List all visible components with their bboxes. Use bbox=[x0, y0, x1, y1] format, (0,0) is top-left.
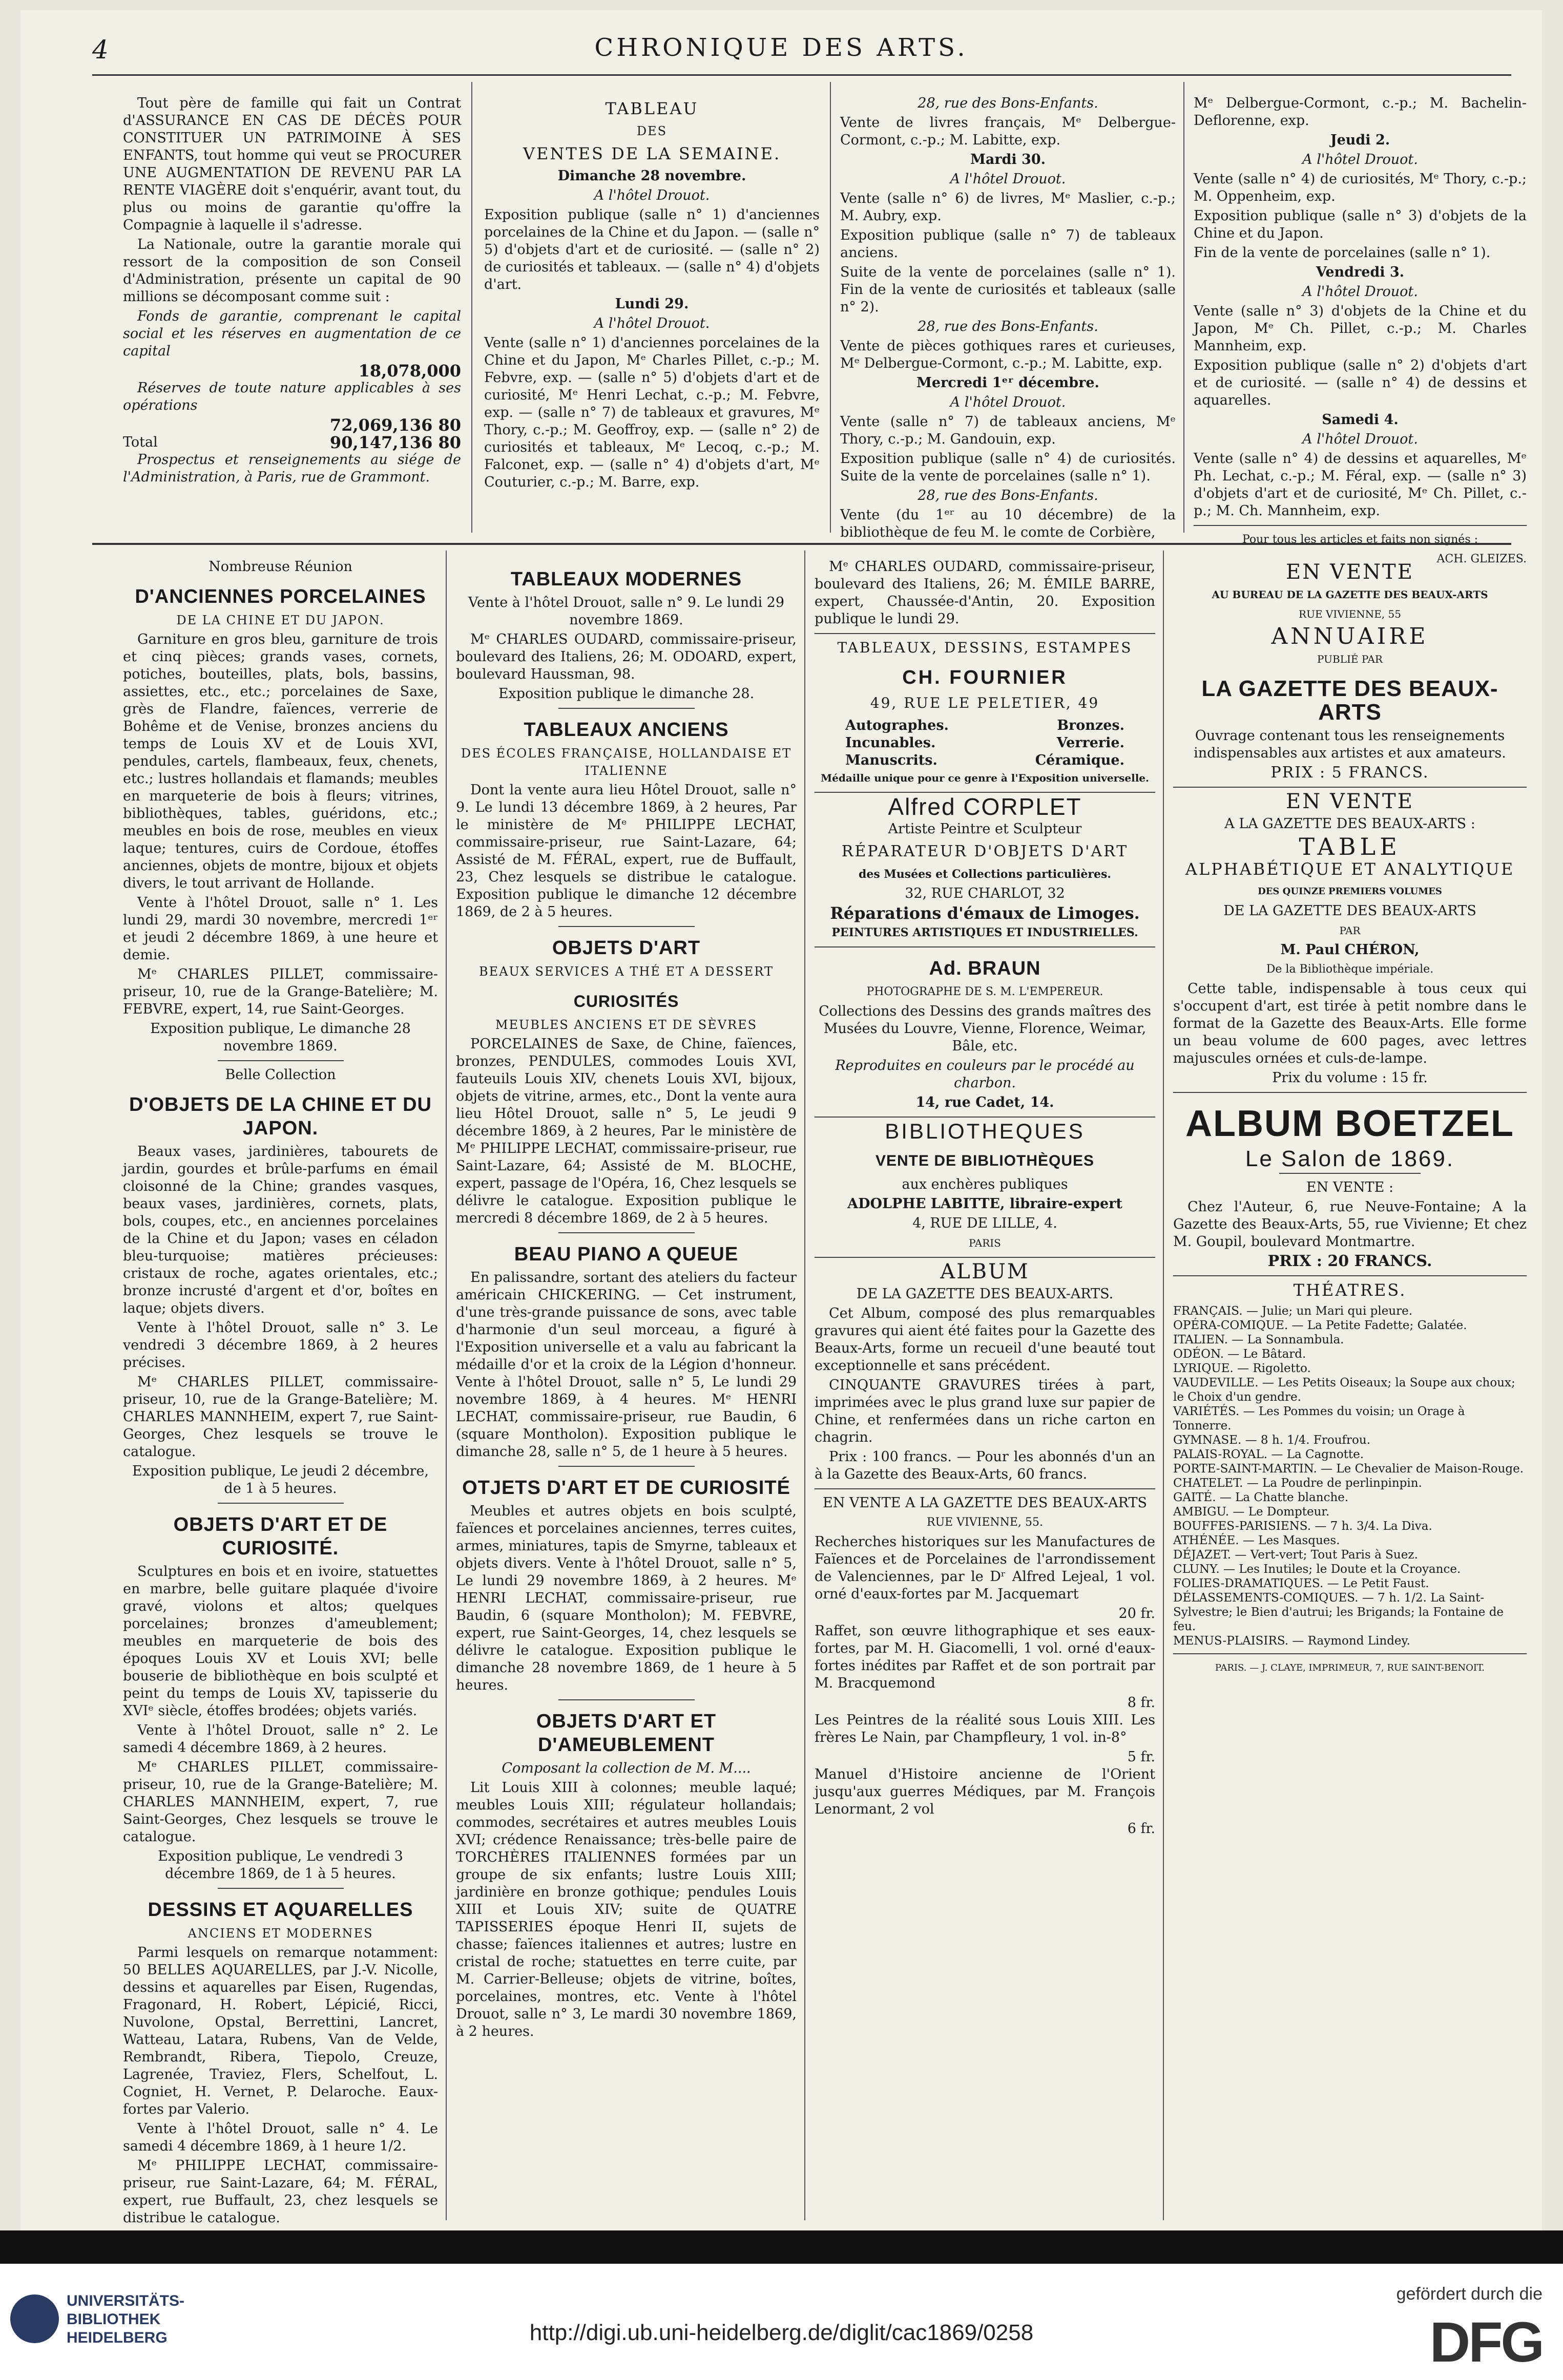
ad-title: CURIOSITÉS bbox=[573, 992, 679, 1010]
divider bbox=[218, 1060, 344, 1061]
ad-subtitle: DE LA CHINE ET DU JAPON. bbox=[176, 613, 385, 627]
divider bbox=[1173, 1275, 1527, 1276]
divider bbox=[815, 633, 1155, 634]
corplet-text: Réparations d'émaux de Limoges. bbox=[830, 903, 1140, 923]
ads-column-3 bbox=[815, 558, 1155, 2218]
table-text: DES QUINZE PREMIERS VOLUMES bbox=[1258, 886, 1442, 897]
ad-subtitle: Composant la collection de M. M.... bbox=[502, 1760, 751, 1776]
book-price-row bbox=[815, 1749, 1155, 1766]
weekly-sales-table bbox=[484, 95, 820, 530]
ad-body: Exposition publique, Le jeudi 2 décembre, de 1 à 5 heures. bbox=[132, 1463, 429, 1497]
prospectus-text: Prospectus et renseignements au siége de l'Administration, à Paris, rue de Grammont. bbox=[123, 452, 461, 485]
table-kicker: EN VENTE bbox=[1286, 790, 1414, 813]
braun-name: Ad. BRAUN bbox=[929, 958, 1041, 979]
corplet-text: Artiste Peintre et Sculpteur bbox=[888, 821, 1082, 837]
fournier-item: Autographes. bbox=[845, 718, 949, 733]
sales-day: Samedi 4. bbox=[1322, 412, 1399, 428]
sales-text: Suite de la vente de porcelaines (salle n° 1). Fin de la vente de curiosités et tableaux (salle n° 2). bbox=[840, 264, 1176, 315]
theatre-entry: ATHÉNÉE. — Les Masques. bbox=[1173, 1534, 1340, 1547]
braun-address: 14, rue Cadet, 14. bbox=[915, 1094, 1054, 1110]
sales-day-1: Dimanche 28 novembre. bbox=[557, 168, 746, 184]
total-value: 90,147,136 80 bbox=[329, 433, 461, 452]
sales-place: A l'hôtel Drouot. bbox=[1302, 152, 1418, 167]
sales-day: Jeudi 2. bbox=[1330, 132, 1390, 148]
annuaire-text: Ouvrage contenant tous les renseignements indispensables aux artistes et aux amateurs. bbox=[1194, 728, 1506, 761]
ad-title: OBJETS D'ART bbox=[552, 937, 701, 959]
column-divider bbox=[1163, 551, 1164, 2220]
ad-body: Sculptures en bois et en ivoire, statuettes en marbre, belle guitare plaquée d'ivoire gravé, violons et altos; quelques porcelaines; bronzes d'ameublement; meubles en marqueterie de bois des époques Louis XV et Louis XVI; belle bouserie de bibliothèque en bois sculpté et peint du temps de Louis XV, tapisserie du XVIᵉ siècle, étoffes brodées; objets variés. bbox=[123, 1564, 438, 1719]
ads-column-1 bbox=[123, 558, 438, 2226]
sales-text: Vente (salle n° 3) d'objets de la Chine et du Japon, Mᵉ Ch. Pillet, c.-p.; M. Charles Mannheim, exp. bbox=[1194, 303, 1527, 354]
theatre-entry: VAUDEVILLE. — Les Petits Oiseaux; la Soupe aux choux; le Choix d'un gendre. bbox=[1173, 1376, 1515, 1404]
weekly-sales-cont bbox=[840, 95, 1176, 540]
fonds-row bbox=[123, 362, 461, 380]
dfg-logo: DFG bbox=[1429, 2311, 1543, 2374]
column-divider bbox=[804, 551, 805, 2220]
header-rule bbox=[92, 74, 1511, 76]
source-url[interactable]: http://digi.ub.uni-heidelberg.de/diglit/cac1869/0258 bbox=[529, 2320, 1034, 2345]
sales-text: Vente (salle n° 6) de livres, Mᵉ Maslier, c.-p.; M. Aubry, exp. bbox=[840, 191, 1176, 224]
ad-subtitle: ANCIENS ET MODERNES bbox=[187, 1926, 373, 1941]
sales-title-1: TABLEAU bbox=[605, 99, 699, 118]
sales-text: Exposition publique (salle n° 7) de tableaux anciens. bbox=[840, 227, 1176, 261]
fournier-item: Verrerie. bbox=[1056, 735, 1124, 751]
ad-subtitle: DES ÉCOLES FRANÇAISE, HOLLANDAISE ET ITALIENNE bbox=[461, 746, 792, 778]
divider bbox=[218, 1888, 344, 1889]
theatre-entry: CLUNY. — Les Inutiles; le Doute et la Croyance. bbox=[1173, 1563, 1461, 1576]
digitization-footer bbox=[0, 2264, 1563, 2380]
sales-place: A l'hôtel Drouot. bbox=[950, 394, 1066, 410]
sales-day: Mercredi 1ᵉʳ décembre. bbox=[916, 375, 1099, 391]
annuaire-kicker: EN VENTE bbox=[1286, 560, 1414, 584]
divider bbox=[558, 926, 695, 927]
theatre-entry: FRANÇAIS. — Julie; un Mari qui pleure. bbox=[1173, 1304, 1413, 1318]
table-price: Prix du volume : 15 fr. bbox=[1272, 1070, 1428, 1086]
sales-text: Fin de la vente de porcelaines (salle n° 1). bbox=[1194, 245, 1491, 261]
signature: ACH. GLEIZES. bbox=[1436, 553, 1527, 565]
ad-body: Vente à l'hôtel Drouot, salle n° 9. Le lundi 29 novembre 1869. bbox=[468, 595, 785, 628]
insurance-notice bbox=[123, 95, 461, 530]
corplet-address: 32, RUE CHARLOT, 32 bbox=[905, 886, 1065, 901]
theatre-entry: FOLIES-DRAMATIQUES. — Le Petit Faust. bbox=[1173, 1577, 1429, 1590]
column-divider bbox=[830, 82, 831, 533]
ad-body: Mᵉ CHARLES PILLET, commissaire-priseur, 10, rue de la Grange-Batelière; M. CHARLES MANNHEIM, expert 7, rue Saint-Georges, Chez lesquels se trouve le catalogue. bbox=[123, 1374, 438, 1460]
annuaire-address: RUE VIVIENNE, 55 bbox=[1299, 608, 1401, 620]
sales-text: 28, rue des Bons-Enfants. bbox=[918, 319, 1098, 334]
gazette-sale-address: RUE VIVIENNE, 55. bbox=[927, 1516, 1043, 1529]
annuaire-publisher: LA GAZETTE DES BEAUX-ARTS bbox=[1201, 676, 1498, 725]
sales-text: Exposition publique (salle n° 2) d'objets d'art et de curiosité. — (salle n° 4) de dessins et aquarelles. bbox=[1194, 357, 1527, 408]
boetzel-text: EN VENTE : bbox=[1306, 1180, 1394, 1195]
theatre-entry: GAITÉ. — La Chatte blanche. bbox=[1173, 1491, 1349, 1504]
page-header: CHRONIQUE DES ARTS. bbox=[594, 33, 968, 62]
table-author: M. Paul CHÉRON, bbox=[1280, 942, 1420, 958]
fonds-value: 18,078,000 bbox=[358, 361, 461, 381]
table-text: PAR bbox=[1339, 924, 1361, 937]
book-entry: Les Peintres de la réalité sous Louis XIII. Les frères Le Nain, par Champfleury, 1 vol. in-8° bbox=[815, 1712, 1155, 1745]
sales-day: Vendredi 3. bbox=[1316, 264, 1405, 280]
table-text: A LA GAZETTE DES BEAUX-ARTS : bbox=[1224, 816, 1475, 832]
ad-body: Mᵉ CHARLES OUDARD, commissaire-priseur, boulevard des Italiens, 26; M. ÉMILE BARRE, expert, Chaussée-d'Antin, 20. Exposition publique le lundi 29. bbox=[815, 559, 1155, 627]
theatre-entry: VARIÉTÉS. — Les Pommes du voisin; un Orage à Tonnerre. bbox=[1173, 1405, 1465, 1433]
sales-place: A l'hôtel Drouot. bbox=[1302, 431, 1418, 447]
theatre-entry: GYMNASE. — 8 h. 1/4. Froufrou. bbox=[1173, 1434, 1371, 1447]
table-subtitle: ALPHABÉTIQUE ET ANALYTIQUE bbox=[1185, 859, 1515, 879]
book-price: 8 fr. bbox=[1127, 1695, 1155, 1711]
bibliotheques-title: BIBLIOTHEQUES bbox=[885, 1119, 1085, 1143]
theatre-entry: PORTE-SAINT-MARTIN. — Le Chevalier de Maison-Rouge. bbox=[1173, 1462, 1524, 1476]
ad-subtitle: MEUBLES ANCIENS ET DE SÈVRES bbox=[495, 1018, 758, 1032]
divider bbox=[1173, 1092, 1527, 1093]
sales-title-2: DES bbox=[636, 124, 668, 138]
fournier-row bbox=[815, 752, 1155, 769]
annuaire-price: PRIX : 5 FRANCS. bbox=[1270, 764, 1429, 782]
weekly-sales-end bbox=[1194, 95, 1527, 565]
book-price: 5 fr. bbox=[1127, 1749, 1155, 1765]
divider bbox=[558, 1466, 695, 1467]
bibliotheques-city: PARIS bbox=[969, 1237, 1001, 1249]
ad-body: PORCELAINES de Saxe, de Chine, faïences, bronzes, PENDULES, commodes Louis XVI, fauteuils Louis XIV, chenets Louis XVI, bijoux, objets de vitrine, armes, etc., Dont la vente aura lieu Hôtel Drouot, salle n° 5, Le jeudi 9 décembre 1869, à 2 heures, Par le ministère de Mᵉ PHILIPPE LECHAT, commissaire-priseur, rue Saint-Lazare, 64; Assisté de M. BLOCHE, expert, passage de l'Opéra, 16, Chez lesquels se délivre le catalogue. Exposition publique le mercredi 8 décembre 1869, de 2 à 5 heures. bbox=[456, 1036, 797, 1226]
sales-text: Vente (salle n° 4) de curiosités, Mᵉ Thory, c.-p.; M. Oppenheim, exp. bbox=[1194, 171, 1527, 204]
sales-text: Vente de pièces gothiques rares et curieuses, Mᵉ Delbergue-Cormont, c.-p.; M. Labitte, exp. bbox=[840, 338, 1176, 371]
signature-note: Pour tous les articles et faits non signés : bbox=[1242, 533, 1478, 546]
fournier-row bbox=[815, 717, 1155, 734]
total-label: Total bbox=[123, 434, 158, 450]
theatre-entry: OPÉRA-COMIQUE. — La Petite Fadette; Galatée. bbox=[1173, 1319, 1467, 1332]
sales-text: 28, rue des Bons-Enfants. bbox=[918, 488, 1098, 503]
book-entry: Raffet, son œuvre lithographique et ses eaux-fortes, par M. H. Giacomelli, 1 vol. orné d'eaux-fortes inédites par Raffet et de son portrait par M. Bracquemond bbox=[815, 1623, 1155, 1691]
table-text: DE LA GAZETTE DES BEAUX-ARTS bbox=[1223, 903, 1476, 919]
ad-body: Garniture en gros bleu, garniture de trois et cinq pièces; grands vases, cornets, potiches, bouteilles, plats, bols, bassins, assiettes, etc., etc.; porcelaines de Saxe, grès de Flandre, faïences, verrerie de Bohême et de Venise, bronzes anciens du temps de Louis XV et de Louis XVI, pendules, cartels, flambeaux, feux, chenets, etc.; lustres hollandais et flamands; meubles en marqueterie de bois à fleurs; vitrines, bibliothèques, tables, guéridons, etc.; meubles en bois de rose, meubles en vieux laque; tentures, cuirs de Cordoue, étoffes anciennes, objets de montre, bijoux et objets divers, le tout arrivant de Hollande. bbox=[123, 631, 438, 891]
braun-text: PHOTOGRAPHE DE S. M. L'EMPEREUR. bbox=[866, 985, 1103, 998]
theatre-entry: MENUS-PLAISIRS. — Raymond Lindey. bbox=[1173, 1634, 1410, 1648]
newspaper-page bbox=[20, 10, 1542, 2253]
sales-place-1: A l'hôtel Drouot. bbox=[594, 187, 710, 203]
divider bbox=[815, 792, 1155, 793]
boetzel-title: ALBUM BOETZEL bbox=[1185, 1103, 1514, 1144]
table-text: De la Bibliothèque impériale. bbox=[1266, 963, 1434, 976]
theatre-entry: LYRIQUE. — Rigoletto. bbox=[1173, 1362, 1311, 1375]
sales-day: Mardi 30. bbox=[970, 152, 1046, 167]
fournier-address: 49, RUE LE PELETIER, 49 bbox=[870, 694, 1100, 711]
ad-title: TABLEAUX ANCIENS bbox=[524, 719, 729, 741]
fournier-heading: TABLEAUX, DESSINS, ESTAMPES bbox=[837, 639, 1133, 656]
book-price: 20 fr. bbox=[1118, 1606, 1155, 1621]
sales-text: 28, rue des Bons-Enfants. bbox=[918, 95, 1098, 111]
bibliotheques-text: aux enchères publiques bbox=[902, 1176, 1068, 1192]
ad-body: Vente à l'hôtel Drouot, salle n° 4. Le samedi 4 décembre 1869, à 1 heure 1/2. bbox=[123, 2121, 438, 2154]
sales-expo: Exposition publique (salle n° 1) d'anciennes porcelaines de la Chine et du Japon. — (salle n° 5) d'objets d'art et de curiosité. — (salle n° 2) de curiosités et tableaux. — (salle n° 4) d'objets d'art. bbox=[484, 207, 820, 292]
sales-place: A l'hôtel Drouot. bbox=[1302, 284, 1418, 300]
divider bbox=[1279, 1173, 1421, 1174]
theatre-entry: DÉJAZET. — Vert-vert; Tout Paris à Suez. bbox=[1173, 1548, 1418, 1562]
gazette-sale-title: EN VENTE A LA GAZETTE DES BEAUX-ARTS bbox=[823, 1495, 1147, 1511]
ad-body: Vente à l'hôtel Drouot, salle n° 2. Le samedi 4 décembre 1869, à 2 heures. bbox=[123, 1722, 438, 1756]
sales-text: Exposition publique (salle n° 3) d'objets de la Chine et du Japon. bbox=[1194, 208, 1527, 241]
theatre-entry: DÉLASSEMENTS-COMIQUES. — 7 h. 1/2. La Saint-Sylvestre; le Bien d'autrui; les Brigands; la Fontaine de feu. bbox=[1173, 1591, 1504, 1633]
ad-title: BEAU PIANO A QUEUE bbox=[514, 1244, 739, 1265]
ad-title: DESSINS ET AQUARELLES bbox=[148, 1899, 413, 1921]
book-entry: Manuel d'Histoire ancienne de l'Orient jusqu'aux guerres Médiques, par M. François Lenormant, 2 vol bbox=[815, 1766, 1155, 1817]
reserves-row bbox=[123, 416, 461, 434]
insurance-intro: Tout père de famille qui fait un Contrat d'ASSURANCE EN CAS DE DÉCÈS POUR CONSTITUER UN PATRIMOINE À SES ENFANTS, tout homme qui veut se PROCURER UNE AUGMENTATION DE REVENU PAR LA RENTE VIAGÈRE doit s'enquérir, avant tout, du plus ou moins de garantie qu'offre la Compagnie à laquelle il s'adresse. bbox=[123, 95, 461, 233]
divider bbox=[815, 946, 1155, 947]
scan-border bbox=[0, 2230, 1563, 2264]
theatre-entry: ITALIEN. — La Sonnambula. bbox=[1173, 1333, 1344, 1346]
fournier-row bbox=[815, 734, 1155, 752]
fournier-item: Céramique. bbox=[1035, 752, 1124, 768]
corplet-text: PEINTURES ARTISTIQUES ET INDUSTRIELLES. bbox=[831, 926, 1138, 939]
divider bbox=[1194, 525, 1527, 526]
total-row bbox=[123, 434, 461, 451]
album-text: Cet Album, composé des plus remarquables gravures qui aient été faites pour la Gazette des Beaux-Arts, forme un recueil d'une beauté tout exceptionnelle et sans précédent. bbox=[815, 1305, 1155, 1374]
ad-body: Mᵉ PHILIPPE LECHAT, commissaire-priseur, rue Saint-Lazare, 64; M. FÉRAL, expert, rue Buffault, 23, chez lesquels se distribue le catalogue. bbox=[123, 2158, 438, 2226]
annuaire-title: ANNUAIRE bbox=[1271, 623, 1429, 649]
sales-day-2: Lundi 29. bbox=[615, 296, 689, 312]
bibliotheques-text: ADOLPHE LABITTE, libraire-expert bbox=[847, 1196, 1122, 1212]
annuaire-text: PUBLIÉ PAR bbox=[1317, 653, 1383, 665]
ad-title: OTJETS D'ART ET DE CURIOSITÉ bbox=[462, 1477, 790, 1499]
theatres-list bbox=[1173, 1304, 1527, 1648]
fournier-medal: Médaille unique pour ce genre à l'Exposition universelle. bbox=[821, 772, 1149, 784]
fournier-item: Bronzes. bbox=[1057, 718, 1124, 733]
page-number: 4 bbox=[92, 35, 109, 65]
divider bbox=[558, 1232, 695, 1233]
theatre-entry: ODÉON. — Le Bâtard. bbox=[1173, 1347, 1306, 1361]
divider bbox=[558, 1699, 695, 1700]
sales-title-3: VENTES DE LA SEMAINE. bbox=[523, 144, 781, 163]
sales-text: Vente (du 1ᵉʳ au 10 décembre) de la bibliothèque de feu M. le comte de Corbière, bbox=[840, 507, 1176, 540]
theatre-entry: CHATELET. — La Poudre de perlinpinpin. bbox=[1173, 1477, 1422, 1490]
ad-kicker: Nombreuse Réunion bbox=[209, 559, 352, 575]
ads-column-2 bbox=[456, 558, 797, 2218]
divider bbox=[815, 1488, 1155, 1489]
sales-text: Exposition publique (salle n° 4) de curiosités. Suite de la vente de porcelaines (salle n° 1). bbox=[840, 451, 1176, 484]
book-price-row bbox=[815, 1820, 1155, 1838]
ad-body: Exposition publique, Le vendredi 3 décembre 1869, de 1 à 5 heures. bbox=[158, 1848, 403, 1882]
table-text: Cette table, indispensable à tous ceux qui s'occupent d'art, est tirée à petit nombre dans le format de la Gazette des Beaux-Arts. Elle forme un beau volume de 600 pages, avec lettres majuscules ornées et culs-de-lampe. bbox=[1173, 981, 1527, 1066]
book-price: 6 fr. bbox=[1127, 1821, 1155, 1837]
section-rule bbox=[92, 543, 1511, 545]
ad-body: Mᵉ CHARLES PILLET, commissaire-priseur, 10, rue de la Grange-Batelière; M. CHARLES MANNHEIM, expert, 7, rue Saint-Georges, Chez lesquels se trouve le catalogue. bbox=[123, 1759, 438, 1845]
ad-title: OBJETS D'ART ET D'AMEUBLEMENT bbox=[536, 1711, 717, 1756]
album-title: ALBUM bbox=[940, 1260, 1030, 1283]
divider bbox=[1173, 787, 1527, 788]
divider bbox=[815, 1257, 1155, 1258]
printer-line: PARIS. — J. CLAYE, IMPRIMEUR, 7, RUE SAINT-BENOIT. bbox=[1215, 1662, 1485, 1673]
sales-text: Vente (salle n° 7) de tableaux anciens, Mᵉ Thory, c.-p.; M. Gandouin, exp. bbox=[840, 414, 1176, 447]
column-divider bbox=[446, 551, 447, 2220]
sales-text: Vente de livres français, Mᵉ Delbergue-Cormont, c.-p.; M. Labitte, exp. bbox=[840, 115, 1176, 148]
corplet-text: RÉPARATEUR D'OBJETS D'ART bbox=[841, 843, 1129, 860]
fournier-name: CH. FOURNIER bbox=[902, 667, 1068, 688]
reserves-text: Réserves de toute nature applicables à ses opérations bbox=[123, 380, 461, 413]
ad-kicker: Belle Collection bbox=[225, 1067, 336, 1083]
funding-note: gefördert durch die bbox=[1396, 2284, 1543, 2304]
album-subtitle: DE LA GAZETTE DES BEAUX-ARTS. bbox=[856, 1286, 1114, 1302]
sales-place-2: A l'hôtel Drouot. bbox=[594, 315, 710, 331]
ad-title: D'OBJETS DE LA CHINE ET DU JAPON. bbox=[129, 1094, 432, 1139]
ad-body: Dont la vente aura lieu Hôtel Drouot, salle n° 9. Le lundi 13 décembre 1869, à 2 heures, Par le ministère de Mᵉ PHILIPPE LECHAT, commissaire-priseur, rue Saint-Lazare, 64; Assisté de M. FÉRAL, expert, rue de Buffault, 23, Chez lesquels se distribue le catalogue. Exposition publique le dimanche 12 décembre 1869, de 2 à 5 heures. bbox=[456, 782, 797, 920]
ad-title: TABLEAUX MODERNES bbox=[510, 568, 742, 590]
bibliotheques-subtitle: VENTE DE BIBLIOTHÈQUES bbox=[875, 1152, 1095, 1169]
corplet-name: Alfred CORPLET bbox=[888, 793, 1082, 820]
theatres-title: THÉATRES. bbox=[1293, 1280, 1407, 1300]
column-divider bbox=[471, 82, 472, 533]
divider bbox=[815, 1117, 1155, 1118]
book-price-row bbox=[815, 1694, 1155, 1712]
theatre-entry: AMBIGU. — Le Dompteur. bbox=[1173, 1505, 1330, 1519]
corplet-text: des Musées et Collections particulières. bbox=[858, 868, 1112, 881]
braun-text: Reproduites en couleurs par le procédé au charbon. bbox=[835, 1058, 1135, 1091]
nationale-text: La Nationale, outre la garantie morale qui ressort de la composition de son Conseil d'Administration, présente un capital de 90 millions se décomposant comme suit : bbox=[123, 237, 461, 305]
album-text: CINQUANTE GRAVURES tirées à part, imprimées avec le plus grand luxe sur papier de Chine, et renfermées dans un riche carton en chagrin. bbox=[815, 1377, 1155, 1445]
ad-body: Mᵉ CHARLES PILLET, commissaire-priseur, 10, rue de la Grange-Batelière; M. FEBVRE, expert, 14, rue Saint-Georges. bbox=[123, 966, 438, 1017]
sales-text: Vente (salle n° 4) de dessins et aquarelles, Mᵉ Ph. Lechat, c.-p.; M. Féral, exp. — (salle n° 3) d'objets d'art et de curiosité, Mᵉ Ch. Pillet, c.-p.; M. Ch. Mannheim, exp. bbox=[1194, 451, 1527, 519]
album-price: Prix : 100 francs. — Pour les abonnés d'un an à la Gazette des Beaux-Arts, 60 francs. bbox=[815, 1449, 1155, 1482]
ad-body: Vente à l'hôtel Drouot, salle n° 3. Le vendredi 3 décembre 1869, à 2 heures précises. bbox=[123, 1320, 438, 1371]
ad-body: Parmi lesquels on remarque notamment: 50 BELLES AQUARELLES, par J.-V. Nicolle, dessins et aquarelles par Eisen, Rugendas, Fragonard, H. Robert, Lépicié, Ricci, Nuvolone, Opstal, Berrettini, Lancret, Watteau, Latara, Rubens, Van de Velde, Rembrandt, Ribera, Tiepolo, Creuze, Lagrenée, Traviez, Flers, Schelfout, L. Cogniet, H. Vernet, P. Delaroche. Eaux-fortes par Valerio. bbox=[123, 1945, 438, 2117]
ad-body: Beaux vases, jardinières, tabourets de jardin, gourdes et brûle-parfums en émail cloisonné de la Chine; grandes vasques, beaux vases, jardinières, cornets, plats, bols, coupes, etc., en anciennes porcelaines de la Chine et du Japon; vases en céladon bleu-turquoise; matières précieuses: cristaux de roche, agates orientales, etc.; bronze incrusté d'argent et d'or, boîtes en laque; objets divers. bbox=[123, 1144, 438, 1316]
ad-body: Meubles et autres objets en bois sculpté, faïences et porcelaines anciennes, terres cuites, armes, miniatures, tapis de Smyrne, tableaux et objets divers. Vente à l'hôtel Drouot, salle n° 5, Le lundi 29 novembre 1869, à 2 heures. Mᵉ HENRI LECHAT, commissaire-priseur, rue Baudin, 6 (square Montholon); M. FEBVRE, expert, rue Saint-Georges, 14, chez lesquels se délivre le catalogue. Exposition publique le dimanche 28 novembre 1869, de 1 heure à 5 heures. bbox=[456, 1503, 797, 1693]
ads-column-4 bbox=[1173, 558, 1527, 2218]
table-title: TABLE bbox=[1299, 833, 1401, 860]
annuaire-text: AU BUREAU DE LA GAZETTE DES BEAUX-ARTS bbox=[1212, 588, 1488, 601]
ad-body: Exposition publique le dimanche 28. bbox=[498, 686, 755, 702]
book-entry: Recherches historiques sur les Manufactures de Faïences et de Porcelaines de l'arrondissement de Valenciennes, par le Dʳ Alfred Lejeal, 1 vol. orné d'eaux-fortes par M. Jacquemart bbox=[815, 1534, 1155, 1602]
divider bbox=[218, 1503, 344, 1504]
boetzel-text: Chez l'Auteur, 6, rue Neuve-Fontaine; A la Gazette des Beaux-Arts, 55, rue Vivienne; Et chez M. Goupil, boulevard Montmartre. bbox=[1173, 1199, 1527, 1250]
ad-body: Mᵉ CHARLES OUDARD, commissaire-priseur, boulevard des Italiens, 26; M. ODOARD, expert, boulevard Haussman, 98. bbox=[456, 631, 797, 682]
bibliotheques-address: 4, RUE DE LILLE, 4. bbox=[912, 1215, 1057, 1231]
ad-body: Vente à l'hôtel Drouot, salle n° 1. Les lundi 29, mardi 30 novembre, mercredi 1ᵉʳ et jeudi 2 décembre 1869, à une heure et demie. bbox=[123, 895, 438, 963]
divider bbox=[1173, 1653, 1527, 1654]
university-library-name: UNIVERSITÄTS- BIBLIOTHEK HEIDELBERG bbox=[67, 2292, 185, 2346]
boetzel-subtitle: Le Salon de 1869. bbox=[1245, 1146, 1455, 1171]
theatre-entry: PALAIS-ROYAL. — La Cagnotte. bbox=[1173, 1448, 1364, 1461]
ad-title: D'ANCIENNES PORCELAINES bbox=[135, 586, 426, 607]
ad-body: En palissandre, sortant des ateliers du facteur américain CHICKERING. — Cet instrument, d'une très-grande puissance de sons, avec table d'harmonie d'un seul morceau, a figuré à l'Exposition universelle et a valu au fabricant la médaille d'or et la croix de la Légion d'honneur. Vente à l'hôtel Drouot, salle n° 5, Le lundi 29 novembre 1869, à 4 heures. Mᵉ HENRI LECHAT, commissaire-priseur, rue Baudin, 6 (square Montholon). Exposition publique le dimanche 28, salle n° 5, de 1 heure à 5 heures. bbox=[456, 1270, 797, 1460]
fonds-text: Fonds de garantie, comprenant le capital social et les réserves en augmentation de ce capital bbox=[123, 308, 461, 359]
fournier-item: Incunables. bbox=[845, 735, 936, 751]
book-price-row bbox=[815, 1605, 1155, 1623]
ad-subtitle: BEAUX SERVICES A THÉ ET A DESSERT bbox=[479, 964, 774, 979]
divider bbox=[558, 708, 695, 709]
ad-body: Lit Louis XIII à colonnes; meuble laqué; meubles Louis XIII; régulateur hollandais; commodes, secrétaires et autres meubles Louis XVI; crédence Renaissance; très-belle paire de TORCHÈRES ITALIENNES formées par un groupe de six enfants; lustre Louis XIII; jardinière en bronze gothique; pendules Louis XIII et Louis XIV; suite de QUATRE TAPISSERIES époque Henri II, sujets de chasse; faïences italiennes et autres; lustre en cristal de roche; statuettes en terre cuite, par M. Carrier-Belleuse; objets de vitrine, boîtes, porcelaines, montres, etc. Vente à l'hôtel Drouot, salle n° 3, Le mardi 30 novembre 1869, à 2 heures. bbox=[456, 1780, 797, 2039]
fournier-item: Manuscrits. bbox=[845, 752, 937, 768]
braun-text: Collections des Dessins des grands maîtres des Musées du Louvre, Vienne, Florence, Weimar, Bâle, etc. bbox=[818, 1003, 1152, 1054]
sales-text: Mᵉ Delbergue-Cormont, c.-p.; M. Bachelin-Deflorenne, exp. bbox=[1194, 95, 1527, 129]
sales-vente: Vente (salle n° 1) d'anciennes porcelaines de la Chine et du Japon, Mᵉ Charles Pillet, c.-p.; M. Febvre, exp. — (salle n° 5) d'objets d'art et de curiosité, Mᵉ Henri Lechat, c.-p.; M. Febvre, exp. — (salle n° 7) de tableaux et gravures, Mᵉ Thory, c.-p.; M. Geoffroy, exp. — (salle n° 2) de curiosités et tableaux, Mᵉ Lecoq, c.-p.; M. Falconet, exp. — (salle n° 4) d'objets d'art, Mᵉ Couturier, c.-p.; M. Barre, exp. bbox=[484, 335, 820, 490]
theatre-entry: BOUFFES-PARISIENS. — 7 h. 3/4. La Diva. bbox=[1173, 1520, 1432, 1533]
ad-title: OBJETS D'ART ET DE CURIOSITÉ. bbox=[173, 1514, 388, 1559]
sales-place: A l'hôtel Drouot. bbox=[950, 171, 1066, 187]
boetzel-price: PRIX : 20 FRANCS. bbox=[1267, 1252, 1432, 1270]
column-divider bbox=[1183, 82, 1184, 533]
reserves-value: 72,069,136 80 bbox=[329, 415, 461, 435]
ad-body: Exposition publique, Le dimanche 28 novembre 1869. bbox=[150, 1021, 411, 1054]
